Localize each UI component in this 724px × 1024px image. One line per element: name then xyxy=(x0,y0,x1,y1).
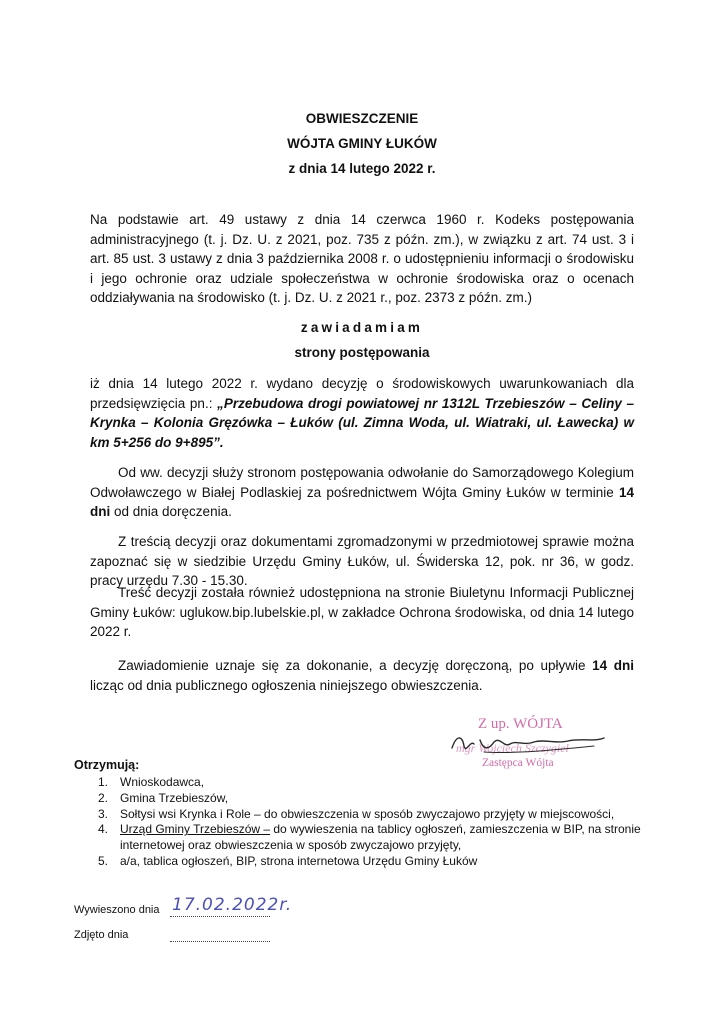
recipients-list xyxy=(74,775,654,870)
removed-date-label: Zdjęto dnia xyxy=(74,929,129,941)
delivery-text-end: licząc od dnia publicznego ogłoszenia niniejszego obwieszczenia. xyxy=(90,677,483,693)
posted-date-label: Wywieszono dnia xyxy=(74,904,160,916)
list-item: 3. Sołtysi wsi Krynka i Role – do obwieszczenia w sposób zwyczajowo przyjęty w miejscowości, xyxy=(98,806,615,821)
list-item: 4. Urząd Gminy Trzebieszów – do wywieszenia na tablicy ogłoszeń, zamieszczenia w BIP, na stronie internetowej oraz obwieszczenia w sposób zwyczajowo przyjęty, xyxy=(98,822,641,853)
decision-paragraph xyxy=(90,374,634,452)
removed-date-dotted-line xyxy=(170,929,270,942)
document-subtitle: WÓJTA GMINY ŁUKÓW xyxy=(287,136,437,151)
recipients-title: Otrzymują: xyxy=(74,758,140,772)
list-item: 2. Gmina Trzebieszów, xyxy=(98,790,229,805)
bip-paragraph xyxy=(90,583,634,642)
appeal-text-end: od dnia doręczenia. xyxy=(110,504,232,519)
document-title: OBWIESZCZENIE xyxy=(305,111,419,126)
intro-paragraph: Na podstawie art. 49 ustawy z dnia 14 czerwca 1960 r. Kodeks postępowania administracyjnego (t. j. Dz. U. z 2021, poz. 735 z późn. zm.), w związku z art. 74 ust. 3 i art. 85 ust. 3 ustawy z dnia 3 października 2008 r. o udostępnieniu informacji o środowisku i jego ochronie oraz udziale społeczeństwa w ochronie środowiska oraz o ocenach oddziaływania na środowisko (t. j. Dz. U. z 2021 r., poz. 2373 z późn. zm.) xyxy=(90,212,634,305)
access-text: Z treścią decyzji oraz dokumentami zgromadzonymi w przedmiotowej sprawie można zapoznać się w siedzibie Urzędu Gminy Łuków, ul. Świderska 12, pok. nr 36, w godz. pracy urzędu 7.30 - 15.30. xyxy=(90,534,634,588)
document-date: z dnia 14 lutego 2022 r. xyxy=(288,161,436,176)
notice-recipients: strony postępowania xyxy=(294,345,430,360)
stamp-line-1: Z up. WÓJTA xyxy=(478,716,563,732)
stamp-line-3: Zastępca Wójta xyxy=(482,757,554,769)
posted-date-value: 17.02.2022r. xyxy=(172,895,293,915)
delivery-text: Zawiadomienie uznaje się za dokonanie, a decyzję doręczoną, po upływie xyxy=(118,658,593,673)
appeal-term: 14 dni xyxy=(90,484,634,519)
list-item: 1. Wnioskodawca, xyxy=(98,775,205,789)
appeal-paragraph xyxy=(90,463,634,522)
project-name: „Przebudowa drogi powiatowej nr 1312L Trzebieszów – Celiny – Krynka – Kolonia Gręzówka – Łuków (ul. Zimna Woda, ul. Wiatraki, ul. Ławecka) w km 5+256 do 9+895”. xyxy=(90,395,634,450)
delivery-term: 14 dni xyxy=(592,658,634,673)
appeal-text: Od ww. decyzji służy stronom postępowania odwołanie do Samorządowego Kolegium Odwoławczego w Białej Podlaskiej za pośrednictwem Wójta Gminy Łuków w terminie xyxy=(90,465,634,500)
decision-text: iż dnia 14 lutego 2022 r. wydano decyzję o środowiskowych uwarunkowaniach dla przedsięwzięcia pn.: xyxy=(90,376,634,411)
access-paragraph xyxy=(90,532,634,591)
delivery-paragraph xyxy=(90,656,634,695)
list-item: 5. a/a, tablica ogłoszeń, BIP, strona internetowa Urzędu Gminy Łuków xyxy=(98,853,478,868)
notice-word: zawiadamiam xyxy=(300,320,424,335)
signature-image xyxy=(444,722,614,762)
stamp-line-2: mgr Wojciech Szczygieł xyxy=(456,741,569,755)
bip-text: Treść decyzji została również udostępniona na stronie Biuletynu Informacji Publicznej Gminy Łuków: uglukow.bip.lubelskie.pl, w zakładce Ochrona środowiska, od dnia 14 lutego 2022 r. xyxy=(90,585,634,639)
